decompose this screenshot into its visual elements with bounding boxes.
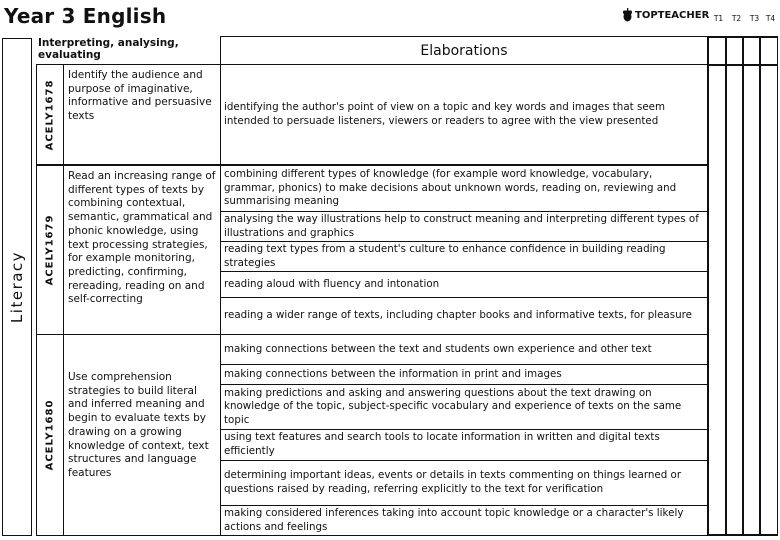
logo-text: TOPTEACHER: [635, 9, 710, 21]
elaboration-1680-5: determining important ideas, events or details in texts commenting on things learned or questions raised by reading, referring explicitly to the text for verification: [220, 460, 708, 506]
elaboration-1680-3: making predictions and asking and answering questions about the text drawing on knowledge of the topic, subject-specific vocabulary and experience of texts on the same topic: [220, 384, 708, 430]
page-title: Year 3 English: [4, 4, 167, 28]
elaboration-1680-2: making connections between the information in print and images: [220, 364, 708, 385]
section-heading: Interpreting, analysing, evaluating: [38, 37, 179, 61]
elaboration-1679-5: reading a wider range of texts, including chapter books and informative texts, for pleasure: [220, 297, 708, 335]
content-description-1680: Use comprehension strategies to build literal and inferred meaning and begin to evaluate texts by drawing on a growing knowledge of context, text structures and language features: [63, 334, 221, 536]
term-divider-1: [725, 36, 727, 536]
strand-label: Literacy: [8, 250, 26, 324]
elaboration-1679-4: reading aloud with fluency and intonation: [220, 271, 708, 298]
content-code-1680: ACELY1680: [36, 334, 64, 536]
term-label-t2: T2: [731, 14, 742, 23]
elaboration-1679-1: combining different types of knowledge (for example word knowledge, vocabulary, grammar, phonics) to make decisions about unknown words, reading on, reviewing and summarising meaning: [220, 165, 708, 212]
elaboration-1679-2: analysing the way illustrations help to construct meaning and interpreting different types of illustrations and graphics: [220, 211, 708, 242]
term-label-t3: T3: [749, 14, 760, 23]
elaboration-1680-6: making considered inferences taking into account topic knowledge or a character's likely actions and feelings: [220, 505, 708, 536]
term-grid-row-line: [708, 64, 778, 66]
term-label-t1: T1: [713, 14, 724, 23]
acorn-logo-icon: [622, 8, 633, 22]
term-grid-top: [708, 36, 778, 38]
term-divider-3: [759, 36, 761, 536]
content-code-1679: ACELY1679: [36, 165, 64, 335]
term-grid-bottom: [708, 534, 778, 536]
content-description-1679: Read an increasing range of different types of texts by combining contextual, semantic, grammatical and phonic knowledge, using text processing strategies, for example monitoring, predicting, confirming, rereading, reading on and self-correcting: [63, 165, 221, 335]
elaboration-1678-1: identifying the author's point of view on a topic and key words and images that seem intended to persuade listeners, viewers or readers to agree with the view presented: [220, 64, 708, 165]
strand-label-box: [2, 38, 32, 536]
term-label-t4: T4: [765, 14, 776, 23]
term-divider-2: [742, 36, 744, 536]
content-description-1678: Identify the audience and purpose of imaginative, informative and persuasive texts: [63, 64, 221, 165]
elaboration-1679-3: reading text types from a student's culture to enhance confidence in building reading strategies: [220, 241, 708, 272]
elaboration-1680-1: making connections between the text and students own experience and other text: [220, 334, 708, 365]
elaboration-1680-4: using text features and search tools to locate information in written and digital texts efficiently: [220, 429, 708, 461]
elaborations-heading: Elaborations: [220, 36, 708, 65]
brand-logo: [622, 8, 709, 22]
content-code-1678: ACELY1678: [36, 64, 64, 165]
